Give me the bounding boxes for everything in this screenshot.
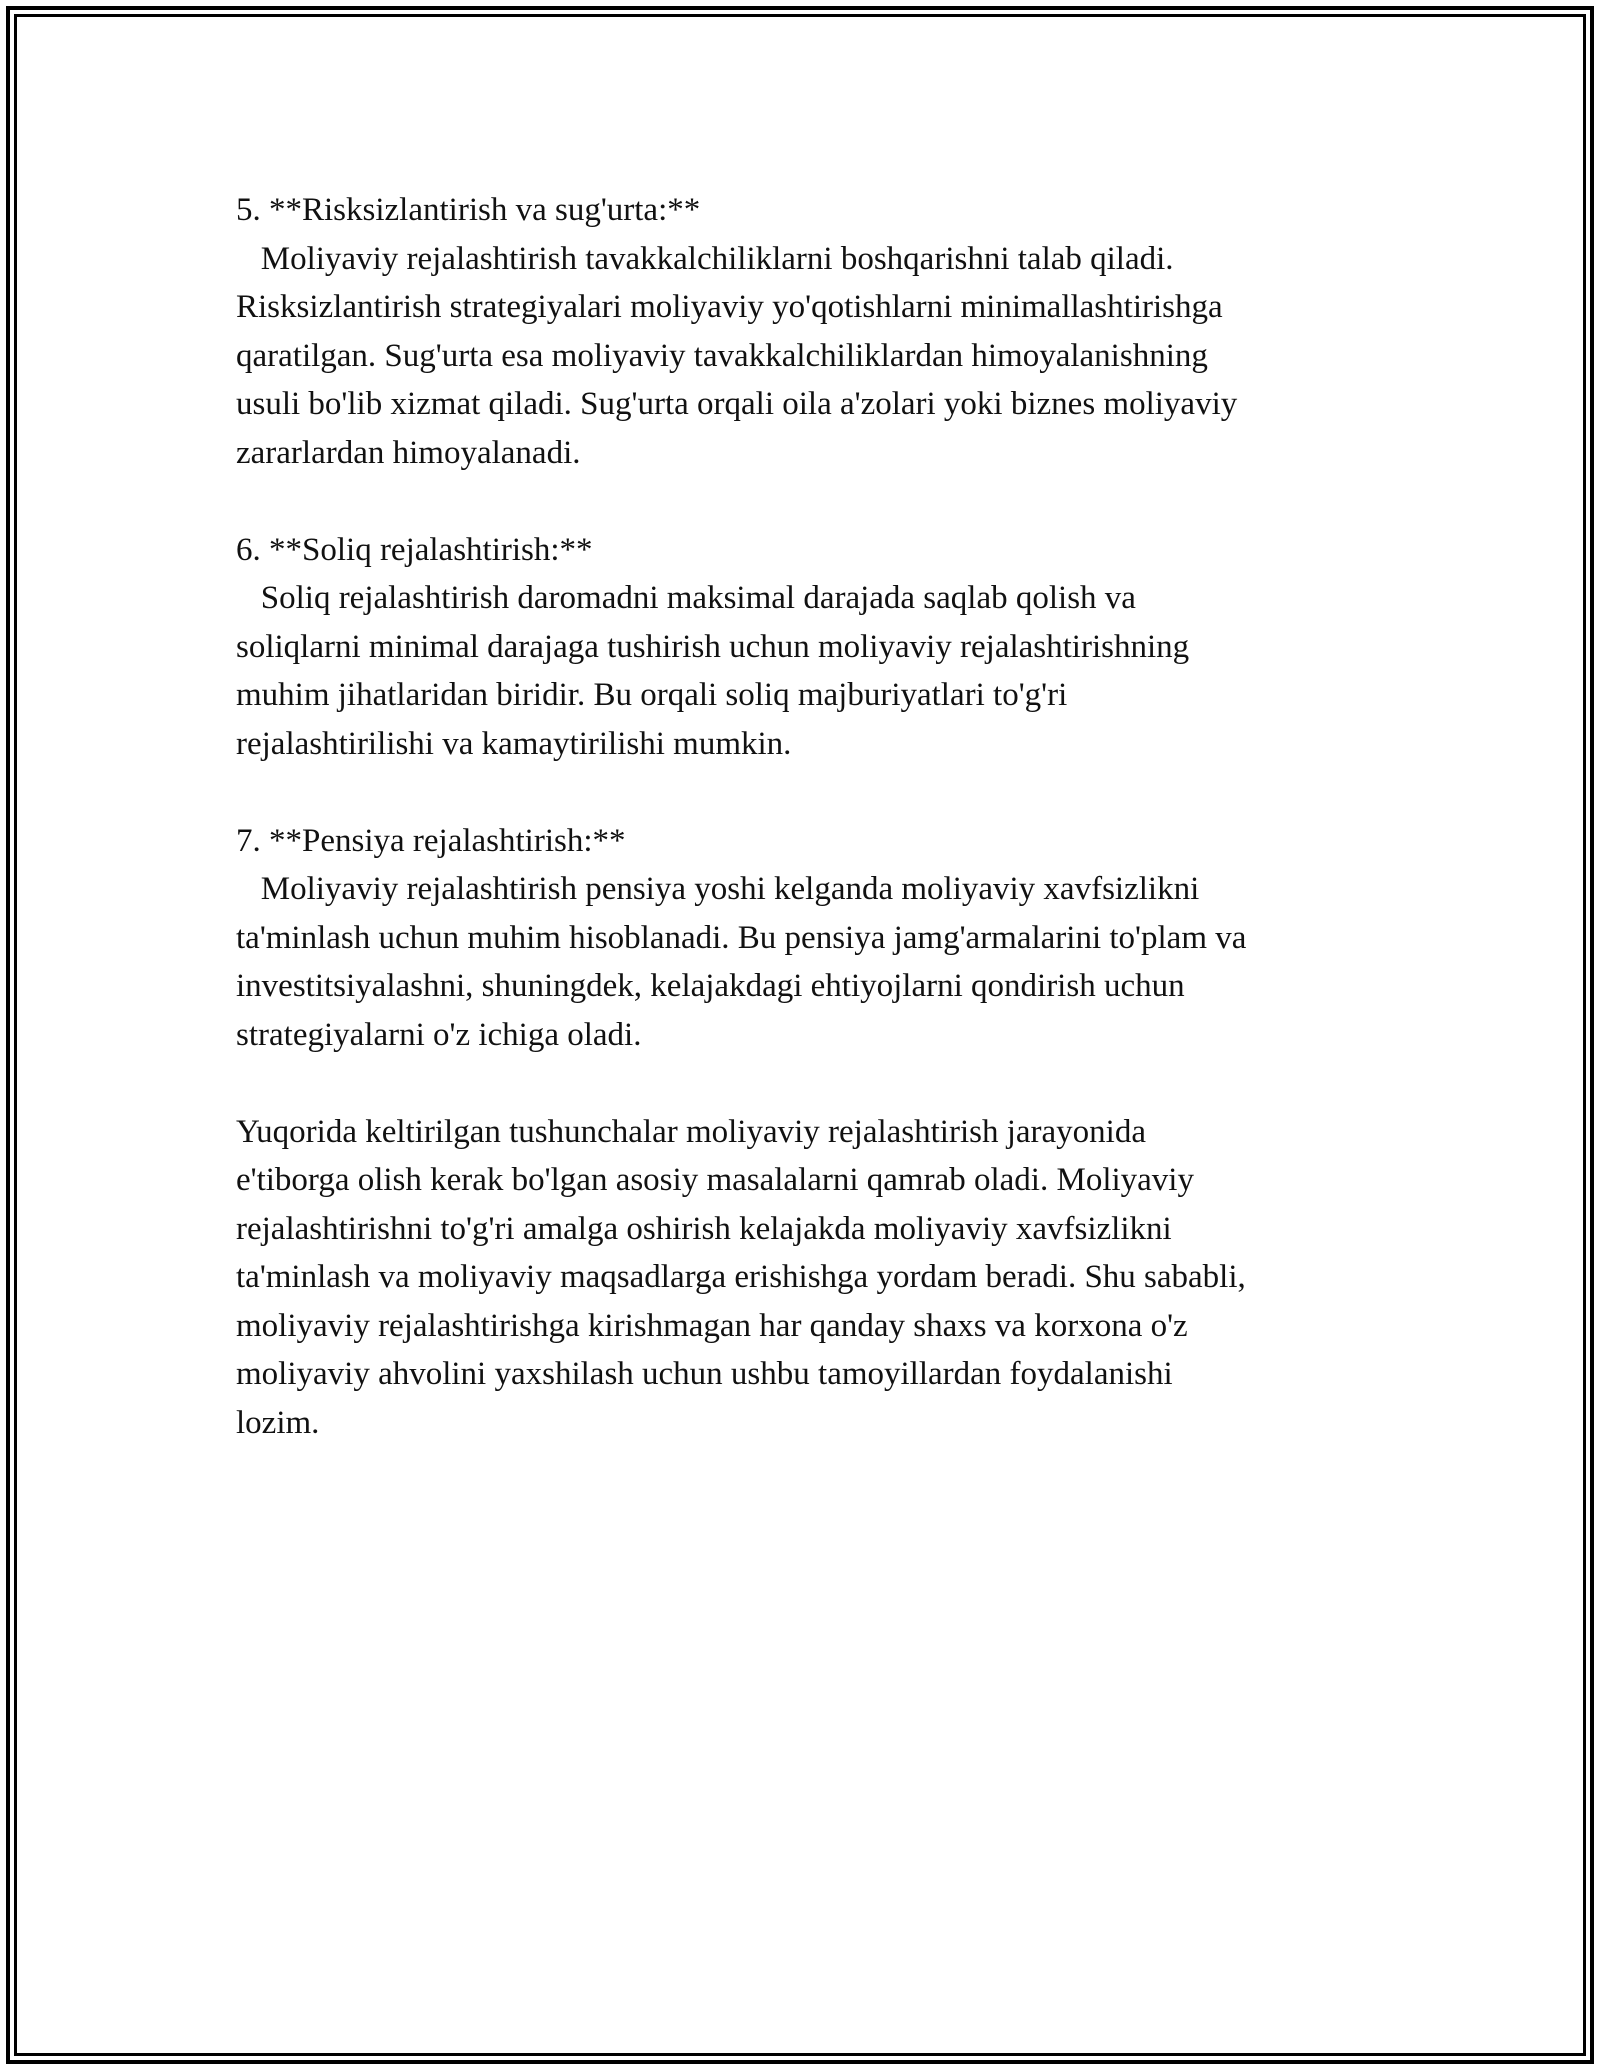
paragraph-line: qaratilgan. Sug'urta esa moliyaviy tavakkalchiliklardan himoyalanishning [236,337,1208,374]
paragraph-line: investitsiyalashni, shuningdek, kelajakdagi ehtiyojlarni qondirish uchun [236,968,1185,1004]
section-pension-planning [236,817,1366,1060]
paragraph-line: ta'minlash uchun muhim hisoblanadi. Bu pensiya jamg'armalarini to'plam va [236,919,1247,956]
section-heading: 5. **Risksizlantirish va sug'urta:** [236,192,701,228]
document-body [236,186,1366,1496]
paragraph-line: moliyaviy rejalashtirishga kirishmagan har qanday shaxs va korxona o'z [236,1307,1188,1344]
paragraph-line: e'tiborga olish kerak bo'lgan asosiy masalalarni qamrab oladi. Moliyaviy [236,1162,1194,1198]
section-tax-planning [236,526,1366,769]
paragraph-line: moliyaviy ahvolini yaxshilash uchun ushbu tamoyillardan foydalanishi [236,1356,1173,1392]
section-heading: 7. **Pensiya rejalashtirish:** [236,822,626,859]
paragraph-line: muhim jihatlaridan biridir. Bu orqali soliq majburiyatlari to'g'ri [236,677,1068,713]
paragraph-line: usuli bo'lib xizmat qiladi. Sug'urta orqali oila a'zolari yoki biznes moliyaviy [236,386,1238,422]
paragraph-line: rejalashtirishni to'g'ri amalga oshirish kelajakda moliyaviy xavfsizlikni [236,1210,1172,1247]
paragraph-line: rejalashtirilishi va kamaytirilishi mumkin. [236,725,792,762]
paragraph-line: Yuqorida keltirilgan tushunchalar moliyaviy rejalashtirish jarayonida [236,1113,1146,1150]
paragraph-line: Risksizlantirish strategiyalari moliyaviy yo'qotishlarni minimallashtirishga [236,289,1223,325]
section-heading: 6. **Soliq rejalashtirish:** [236,531,593,568]
paragraph-line: ta'minlash va moliyaviy maqsadlarga erishishga yordam beradi. Shu sababli, [236,1259,1246,1295]
conclusion-paragraph [236,1108,1366,1448]
paragraph-line: Moliyaviy rejalashtirish pensiya yoshi kelganda moliyaviy xavfsizlikni [236,871,1200,907]
paragraph-line: Soliq rejalashtirish daromadni maksimal darajada saqlab qolish va [236,580,1136,616]
paragraph-line: zararlardan himoyalanadi. [236,434,581,471]
paragraph-line: Moliyaviy rejalashtirish tavakkalchiliklarni boshqarishni talab qiladi. [236,240,1174,277]
paragraph-line: soliqlarni minimal darajaga tushirish uchun moliyaviy rejalashtirishning [236,628,1190,665]
paragraph-line: lozim. [236,1404,320,1441]
section-risk-insurance [236,186,1366,477]
paragraph-line: strategiyalarni o'z ichiga oladi. [236,1016,642,1053]
